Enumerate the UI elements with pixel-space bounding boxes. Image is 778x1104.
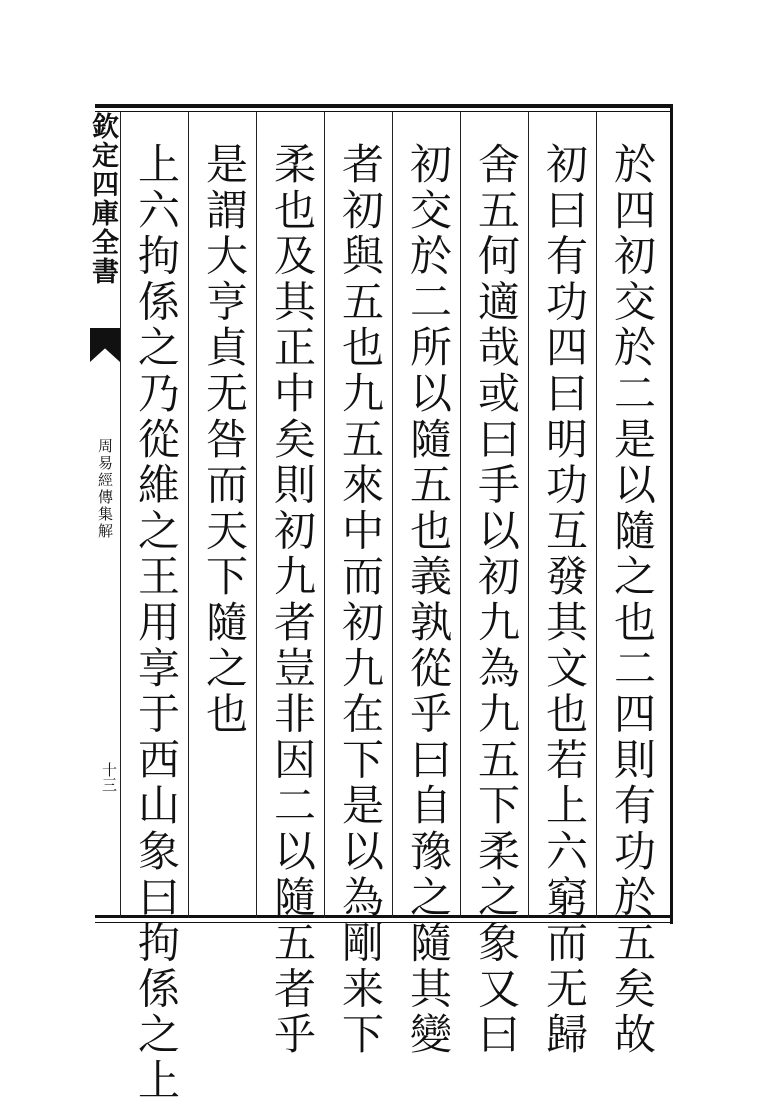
text-column-4: 初交於二所以隨五也義孰從乎曰自豫之隨其變 <box>404 142 453 1058</box>
column-rule <box>596 112 597 918</box>
right-border <box>670 104 673 924</box>
page-number: 十三 <box>100 762 118 792</box>
text-column-5: 者初與五也九五來中而初九在下是以為剛来下 <box>336 142 385 1058</box>
series-title: 欽定四庫全書 <box>87 112 118 286</box>
column-rule <box>460 112 461 918</box>
text-column-2: 初曰有功四曰明功互發其文也若上六窮而无歸 <box>540 142 589 1058</box>
text-column-6: 柔也及其正中矣則初九者豈非因二以隨五者乎 <box>268 142 317 1058</box>
text-column-7: 是謂大亨貞无咎而天下隨之也 <box>200 142 249 738</box>
book-name: 周易經傳集解 <box>96 438 114 540</box>
top-border <box>95 104 673 108</box>
column-rule <box>256 112 257 918</box>
column-rule <box>120 112 121 918</box>
column-rule <box>188 112 189 918</box>
column-rule <box>324 112 325 918</box>
text-column-3: 舍五何適哉或曰手以初九為九五下柔之象又曰 <box>472 142 521 1058</box>
text-column-1: 於四初交於二是以隨之也二四則有功於五矣故 <box>608 142 657 1058</box>
column-rule <box>392 112 393 918</box>
column-rule <box>528 112 529 918</box>
top-border-inner <box>95 111 673 112</box>
text-column-8: 上六拘係之乃從維之王用享于西山象曰拘係之上 <box>132 142 181 1104</box>
